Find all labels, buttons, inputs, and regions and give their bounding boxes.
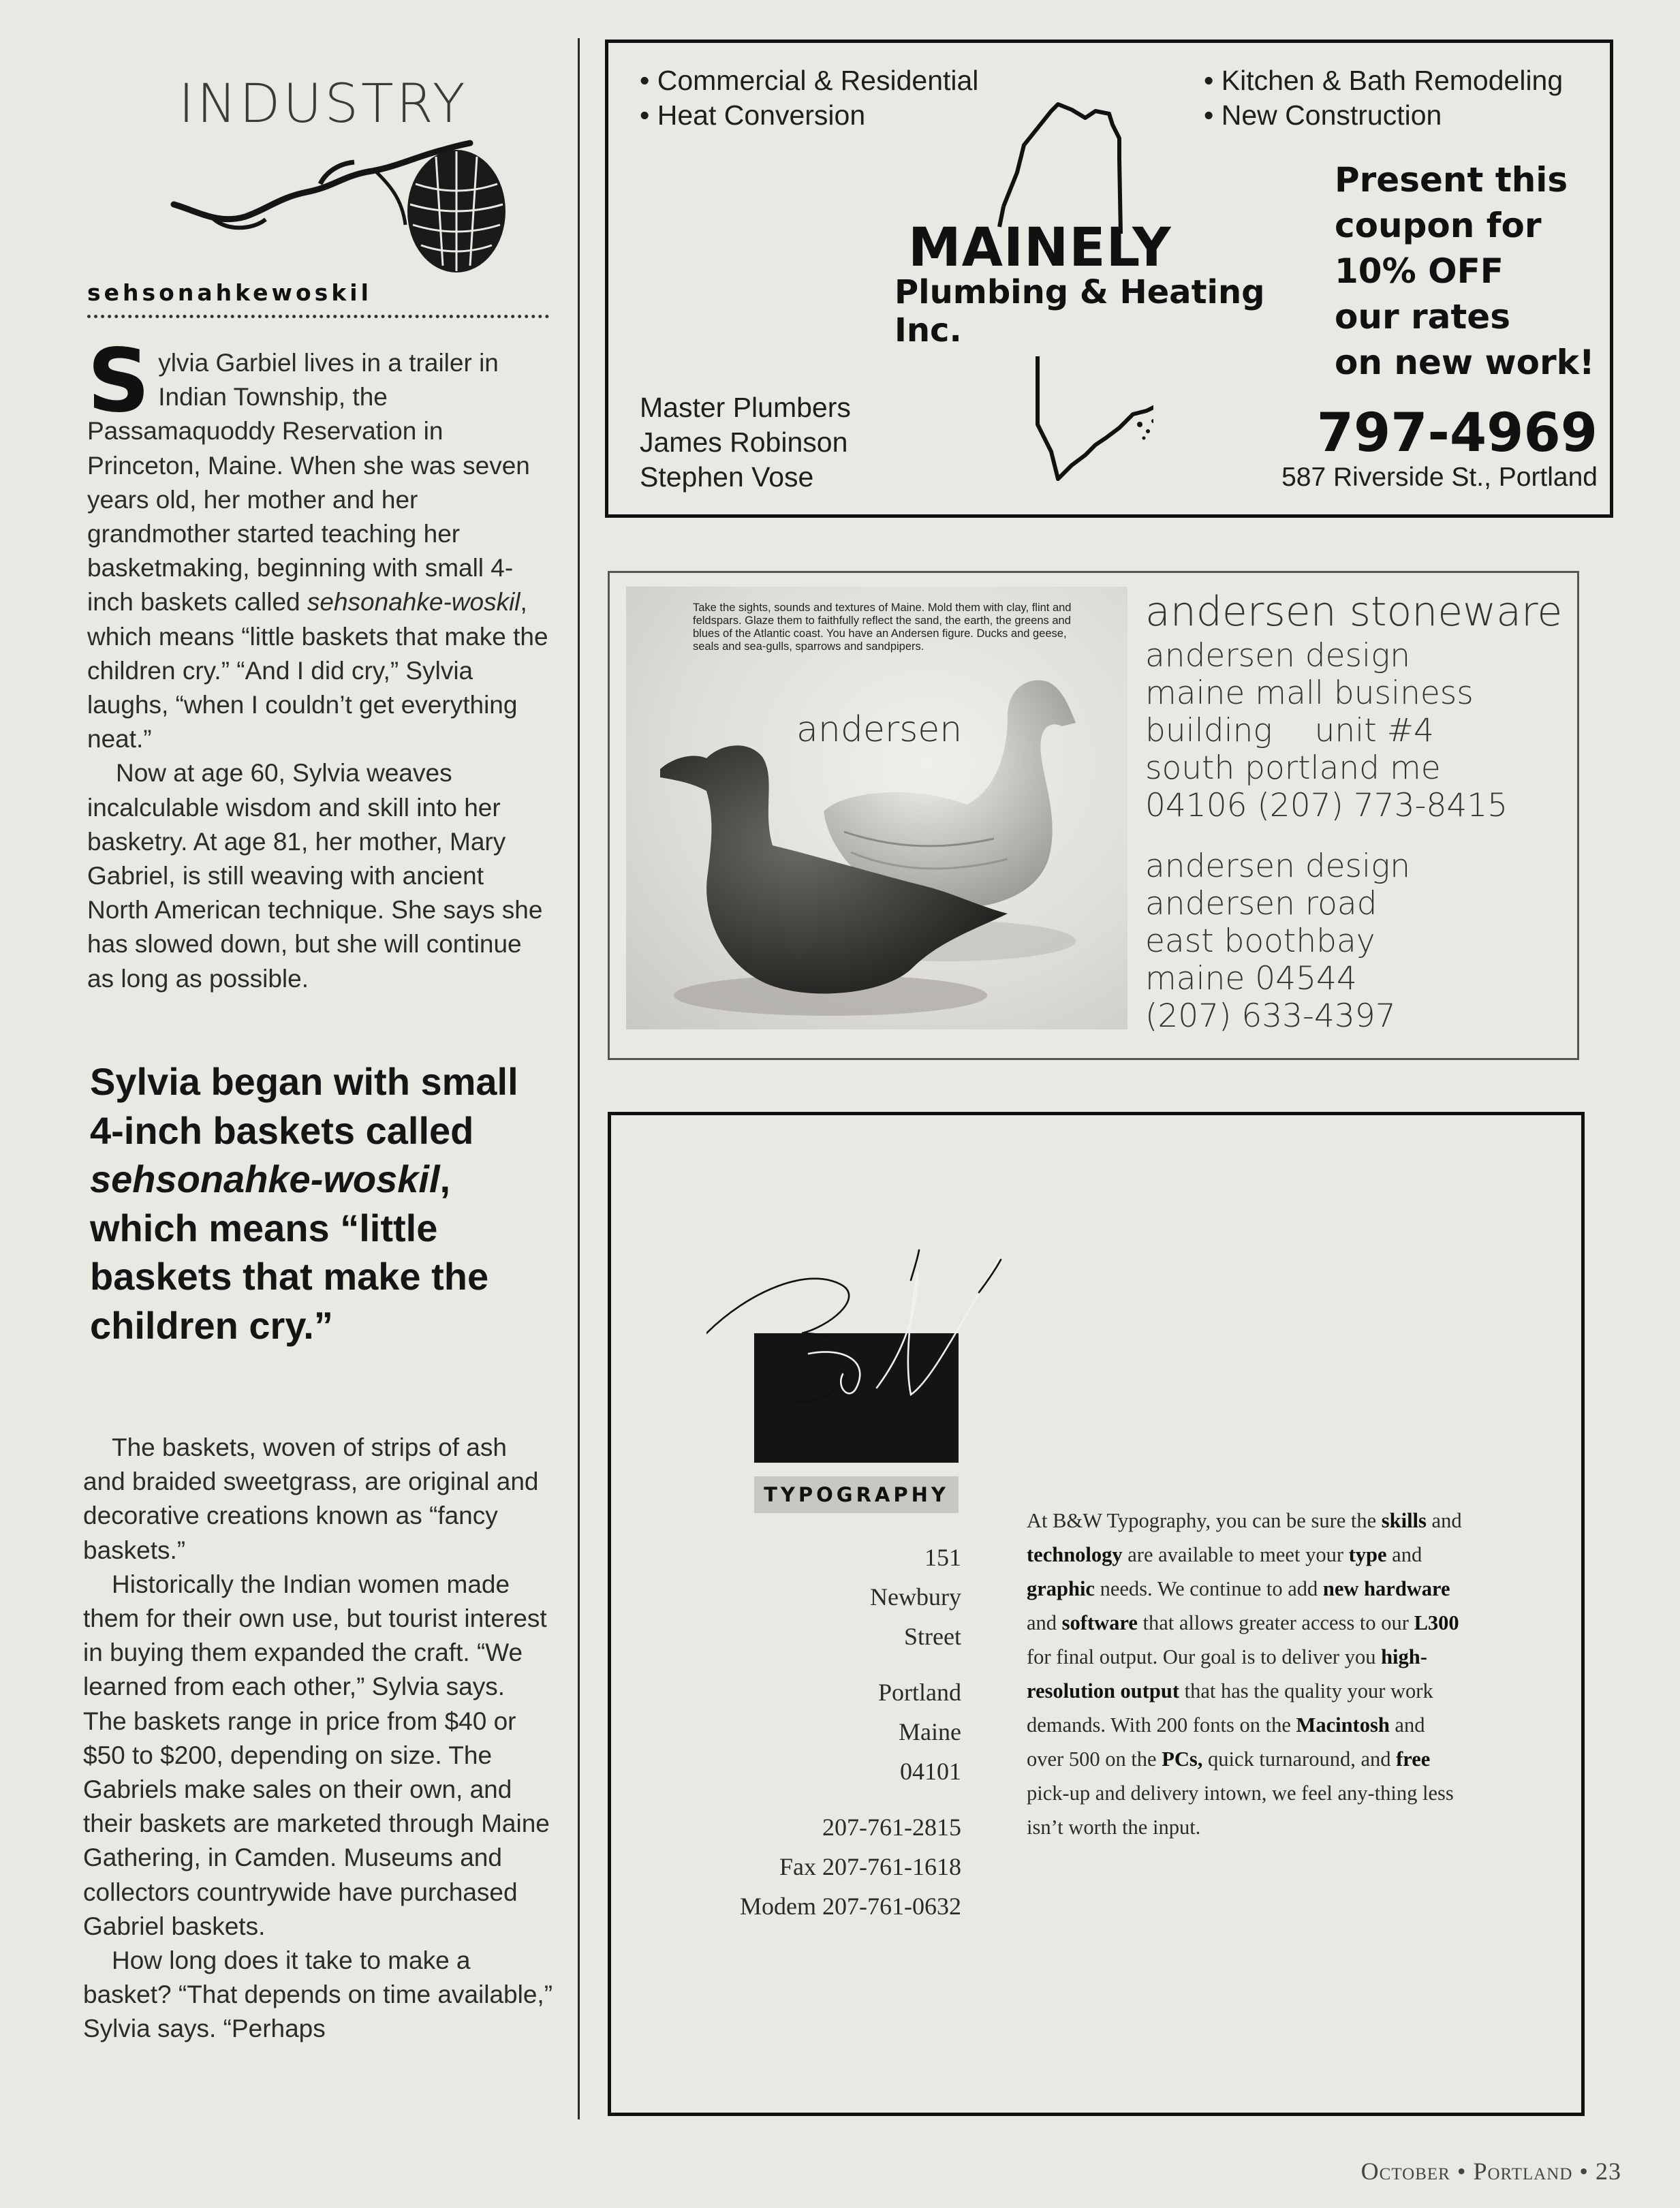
coupon-line: our rates bbox=[1335, 297, 1510, 337]
service-item: • New Construction bbox=[1204, 99, 1442, 131]
copy-text: quick turnaround, and bbox=[1202, 1747, 1397, 1771]
address-line: andersen design bbox=[1145, 637, 1411, 674]
copy-text: pick-up and delivery intown, we feel any-thing less isn’t worth the input. bbox=[1027, 1782, 1454, 1839]
plumbers-line: James Robinson bbox=[640, 426, 848, 458]
copy-bold: Macintosh bbox=[1296, 1713, 1390, 1737]
address-line: Portland bbox=[878, 1679, 961, 1706]
article-paragraph: Now at age 60, Sylvia weaves incalculable wisdom and skill into her basketry. At age 81, her mother, Mary Gabriel, is still weaving with ancient North American technique. She says she has slowed down, but she will continue as long as possible. bbox=[87, 759, 543, 993]
address-line: maine mall business bbox=[1145, 674, 1474, 712]
coupon-line: coupon for bbox=[1335, 206, 1542, 245]
article-text: ylvia Garbiel lives in a trailer in Indian Township, the Passamaquoddy Reservation in Princeton, Maine. When she was seven years old, her mother and her grandmother started teaching her basketmaking, beginning with small 4-inch baskets called bbox=[87, 349, 530, 617]
article-text-bottom bbox=[83, 1431, 553, 2047]
address-line: andersen road bbox=[1145, 885, 1378, 922]
services-list-right bbox=[1204, 63, 1563, 133]
copy-text: and bbox=[1027, 1611, 1062, 1634]
address-line: 04106 (207) 773-8415 bbox=[1145, 787, 1508, 824]
bw-address-block bbox=[686, 1538, 961, 1926]
address-line: Newbury bbox=[870, 1583, 961, 1611]
drop-cap: S bbox=[87, 330, 151, 432]
copy-bold: software bbox=[1061, 1611, 1138, 1634]
copy-text: needs. We continue to add bbox=[1094, 1577, 1323, 1600]
services-list-left bbox=[640, 63, 978, 133]
address-line: 151 bbox=[924, 1544, 961, 1571]
coupon-line: 10% OFF bbox=[1335, 251, 1504, 291]
section-subtitle: sehsonahkewoskil bbox=[87, 279, 372, 306]
andersen-stoneware-ad bbox=[608, 571, 1579, 1060]
copy-text: are available to meet your bbox=[1122, 1543, 1349, 1566]
dotted-divider bbox=[87, 315, 549, 318]
coupon-offer bbox=[1335, 157, 1607, 386]
copy-bold: graphic bbox=[1027, 1577, 1095, 1600]
service-item: • Heat Conversion bbox=[640, 99, 866, 131]
phone-number: 797-4969 bbox=[1316, 403, 1598, 464]
pull-quote bbox=[90, 1057, 553, 1350]
copy-bold: free bbox=[1396, 1747, 1431, 1771]
copy-text: that has the quality your work demands. With 200 fonts on the bbox=[1027, 1679, 1433, 1737]
copy-bold: skills bbox=[1381, 1509, 1427, 1532]
master-plumbers-list bbox=[640, 390, 851, 495]
ad-blurb: Take the sights, sounds and textures of Maine. Mold them with clay, flint and feldspars. Glaze them to faithfully reflect the sand, the earth, the greens and blues of the Atlantic coast. You have an Andersen figure. Ducks and geese, seals and sea-gulls, sparrows and sandpipers. bbox=[693, 602, 1072, 653]
pull-quote-text: Sylvia began with small 4-inch baskets called bbox=[90, 1060, 518, 1152]
article-text-top bbox=[87, 330, 550, 996]
column-divider bbox=[578, 38, 580, 2119]
copy-text: that allows greater access to our bbox=[1137, 1611, 1414, 1634]
plumbers-line: Stephen Vose bbox=[640, 461, 814, 493]
phone-line: Fax 207-761-1618 bbox=[779, 1853, 961, 1880]
copy-bold: new hardware bbox=[1322, 1577, 1450, 1600]
copy-text: and bbox=[1426, 1509, 1462, 1532]
copy-bold: L300 bbox=[1414, 1611, 1459, 1634]
article-paragraph bbox=[87, 330, 550, 756]
duck-figurines-photo bbox=[626, 587, 1127, 1029]
address-line: Maine bbox=[899, 1718, 961, 1745]
pine-cone-branch-illustration bbox=[170, 129, 511, 279]
address-line: south portland me bbox=[1145, 749, 1441, 787]
mainely-plumbing-ad bbox=[605, 40, 1613, 518]
service-item: • Commercial & Residential bbox=[640, 65, 979, 96]
coupon-line: Present this bbox=[1335, 160, 1568, 200]
address-line: Street bbox=[904, 1623, 961, 1650]
service-item: • Kitchen & Bath Remodeling bbox=[1204, 65, 1564, 96]
phone-line: Modem 207-761-0632 bbox=[740, 1893, 961, 1920]
pull-quote-italic: sehsonahke-woskil bbox=[90, 1157, 440, 1200]
company-subname: Plumbing & Heating Inc. bbox=[895, 273, 1265, 349]
bw-ad-copy bbox=[1027, 1504, 1463, 1844]
article-italic-term: sehsonahke-woskil bbox=[307, 588, 520, 617]
spacer bbox=[686, 1656, 961, 1673]
plumbers-line: Master Plumbers bbox=[640, 392, 851, 423]
bw-script-logo-icon bbox=[706, 1245, 1006, 1435]
company-name: MAINELY bbox=[908, 217, 1172, 279]
copy-text: and over 500 on the bbox=[1027, 1713, 1425, 1771]
page-folio: October • Portland • 23 bbox=[1360, 2158, 1621, 2185]
andersen-logo-text: andersen bbox=[796, 709, 963, 750]
andersen-contact-info bbox=[1145, 587, 1568, 1035]
copy-bold: high-resolution output bbox=[1027, 1645, 1427, 1702]
article-text: , which means “little baskets that make the children cry.” “And I did cry,” Sylvia laughs, “when I couldn’t get everything neat.” bbox=[87, 588, 548, 753]
phone-line: 207-761-2815 bbox=[822, 1814, 961, 1841]
address-line: maine 04544 bbox=[1145, 960, 1357, 997]
address-block bbox=[1145, 848, 1568, 1035]
article-paragraph: How long does it take to make a basket? “That depends on time available,” Sylvia says. “Perhaps bbox=[83, 1946, 553, 2043]
section-title: INDUSTRY bbox=[178, 74, 468, 135]
copy-text: and bbox=[1386, 1543, 1422, 1566]
bw-typography-ad bbox=[608, 1112, 1585, 2116]
copy-bold: PCs, bbox=[1162, 1747, 1203, 1771]
article-paragraph: The baskets, woven of strips of ash and braided sweetgrass, are original and decorative creations known as “fancy baskets.” bbox=[83, 1433, 539, 1564]
coupon-line: on new work! bbox=[1335, 343, 1595, 382]
address-line: east boothbay bbox=[1145, 922, 1375, 960]
copy-text: At B&W Typography, you can be sure the bbox=[1027, 1509, 1382, 1532]
copy-bold: type bbox=[1348, 1543, 1387, 1566]
address-line: building unit #4 bbox=[1145, 712, 1434, 749]
address-block bbox=[1145, 637, 1568, 824]
spacer bbox=[686, 1791, 961, 1807]
copy-text: for final output. Our goal is to deliver you bbox=[1027, 1645, 1382, 1668]
bw-wordmark: TYPOGRAPHY bbox=[754, 1476, 959, 1513]
address-line: andersen design bbox=[1145, 848, 1411, 885]
address-line: (207) 633-4397 bbox=[1145, 997, 1396, 1035]
ad-heading: andersen stoneware bbox=[1145, 588, 1563, 636]
address-line: 04101 bbox=[900, 1758, 961, 1785]
copy-bold: technology bbox=[1027, 1543, 1123, 1566]
article-paragraph: Historically the Indian women made them for their own use, but tourist interest in buying them expanded the craft. “We learned from each other,” Sylvia says. The baskets range in price from $40 or $50 to $200, depending on size. The Gabriels make sales on their own, and their baskets are marketed through Maine Gathering, in Camden. Museums and collectors countrywide have purchased Gabriel baskets. bbox=[83, 1570, 550, 1940]
pull-quote-text: , which means “little baskets that make the children cry.” bbox=[90, 1157, 489, 1347]
street-address: 587 Riverside St., Portland bbox=[1281, 463, 1598, 492]
